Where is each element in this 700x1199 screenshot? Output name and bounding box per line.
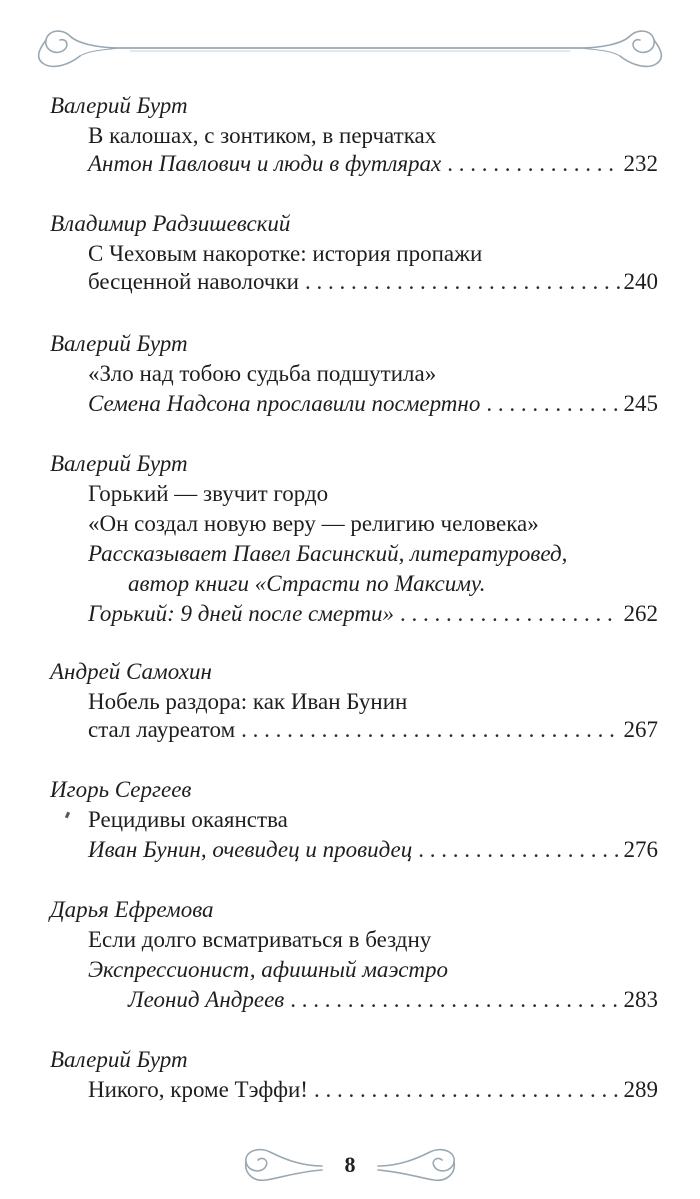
top-ornament	[0, 18, 700, 78]
page-ref: 283	[623, 987, 658, 1012]
leader-dots	[486, 390, 619, 418]
entry-subtitle-line[interactable]: Иван Бунин, очевидец и провидец . . . 276	[88, 836, 658, 864]
entry-title-line: В калошах, с зонтиком, в перчатках	[88, 123, 437, 148]
entry-subtitle-line: автор книги «Страсти по Максиму.	[128, 571, 486, 596]
leader-dots	[314, 1076, 620, 1104]
entry-author: Валерий Бурт	[50, 1047, 188, 1072]
entry-author: Дарья Ефремова	[50, 897, 214, 922]
entry-title-line[interactable]: Никого, кроме Тэффи! . . . 289	[88, 1076, 658, 1104]
entry-author: Игорь Сергеев	[50, 777, 192, 802]
entry-title-line: Нобель раздора: как Иван Бунин	[88, 689, 408, 714]
entry-title-line: С Чеховым накоротке: история пропажи	[88, 241, 483, 266]
entry-title-line: Рецидивы окаянства	[88, 807, 288, 832]
leader-dots	[418, 836, 619, 864]
entry-title-line[interactable]: бесценной наволочки . . . 240	[88, 268, 658, 296]
page-number: 8	[344, 1152, 356, 1177]
leader-dots	[305, 268, 620, 296]
page-ref: 240	[623, 269, 658, 294]
print-speck	[65, 812, 70, 819]
entry-title-line[interactable]: стал лауреатом . . . 267	[88, 716, 658, 744]
entry-title-line: «Он создал новую веру — религию человека»	[88, 511, 539, 536]
leader-dots	[400, 600, 620, 628]
entry-author: Владимир Радзишевский	[50, 211, 291, 236]
page-ref: 262	[623, 601, 658, 626]
leader-dots	[290, 986, 619, 1014]
page-ref: 267	[623, 717, 658, 742]
entry-subtitle-line[interactable]: Семена Надсона прославили посмертно . . . 245	[88, 390, 658, 418]
page-ref: 232	[623, 151, 658, 176]
entry-title-line: Если долго всматриваться в бездну	[88, 927, 432, 952]
entry-author: Валерий Бурт	[50, 93, 188, 118]
leader-dots	[241, 716, 619, 744]
entry-subtitle-line: Рассказывает Павел Басинский, литературовед,	[88, 541, 568, 566]
leader-dots	[447, 150, 619, 178]
entry-subtitle-line[interactable]: Леонид Андреев . . . 283	[128, 986, 658, 1014]
page-ref: 245	[623, 391, 658, 416]
page-ref: 276	[623, 837, 658, 862]
entry-title-line: «Зло над тобою судьба подшутила»	[88, 361, 437, 386]
entry-author: Валерий Бурт	[50, 451, 188, 476]
entry-title-line: Горький — звучит гордо	[88, 481, 329, 506]
entry-author: Валерий Бурт	[50, 331, 188, 356]
entry-subtitle-line[interactable]: Антон Павлович и люди в футлярах . . . 232	[88, 150, 658, 178]
top-flourish-icon	[0, 18, 700, 78]
entry-subtitle-line[interactable]: Горький: 9 дней после смерти» . . . 262	[88, 600, 658, 628]
entry-subtitle-line: Экспрессионист, афишный маэстро	[88, 957, 449, 982]
page-ref: 289	[623, 1077, 658, 1102]
entry-author: Андрей Самохин	[50, 659, 212, 684]
